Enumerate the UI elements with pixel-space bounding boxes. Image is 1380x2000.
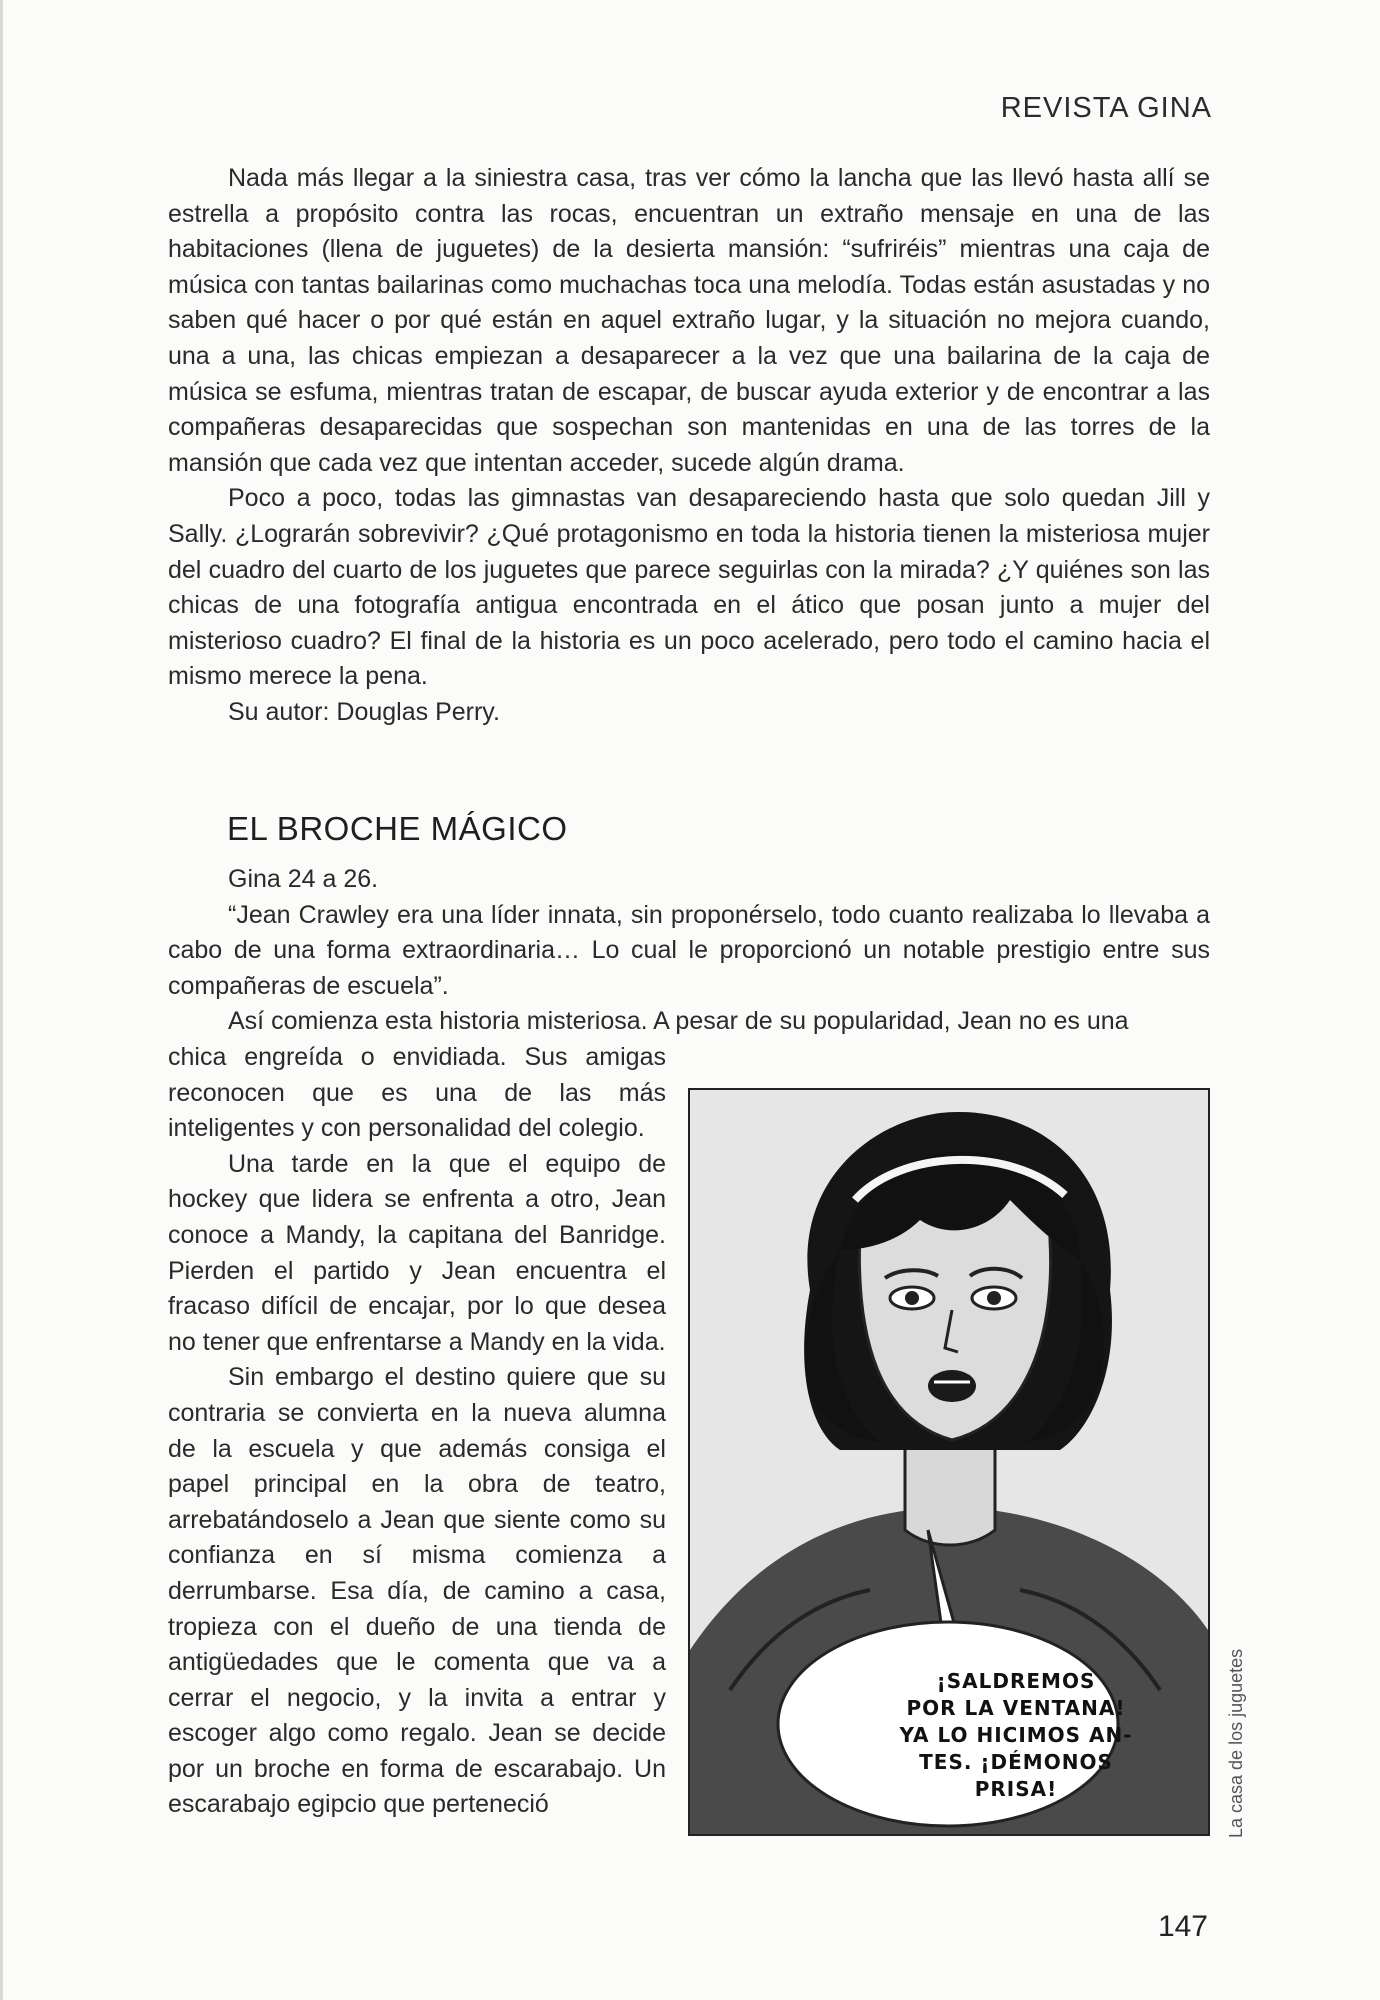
issues-line: Gina 24 a 26. bbox=[228, 865, 379, 893]
body-text-column bbox=[168, 1040, 666, 1823]
figure-caption: La casa de los juguetes bbox=[1226, 1648, 1246, 1838]
body-text-top bbox=[168, 161, 1210, 731]
running-head: REVISTA GINA bbox=[1000, 92, 1212, 124]
speech-line: ¡SALDREMOS bbox=[936, 1669, 1096, 1693]
comic-panel-illustration bbox=[688, 1088, 1210, 1836]
section-intro bbox=[168, 862, 1210, 1040]
paragraph: Nada más llegar a la siniestra casa, tras ver cómo la lancha que las llevó hasta allí se estrella a propósito contra las rocas, encuentran un extraño mensaje en una de las habitaciones (llena de juguetes) de la desierta mansión: “sufriréis” mientras una caja de música con tantas bailarinas como muchachas toca una melodía. Todas están asustadas y no saben qué hacer o por qué están en aquel extraño lugar, y la situación no mejora cuando, una a una, las chicas empiezan a desaparecer a la vez que una bailarina de la caja de música se esfuma, mientras tratan de escapar, de buscar ayuda exterior y de encontrar a las compañeras desaparecidas que sospechan son mantenidas en una de las torres de la mansión que cada vez que intentan acceder, sucede algún drama. bbox=[168, 164, 1210, 477]
paragraph: Sin embargo el destino quiere que su contraria se convierta en la nueva alumna de la escuela y que además consiga el papel principal en la obra de teatro, arrebatándoselo a Jean que siente como su confianza en sí misma comienza a derrumbarse. Esa día, de camino a casa, tropieza con el dueño de una tienda de antigüedades que le comenta que va a cerrar el negocio, y la invita a entrar y escoger algo como regalo. Jean se decide por un broche en forma de escarabajo. Un escarabajo egipcio que perteneció bbox=[168, 1363, 666, 1819]
quote-paragraph: “Jean Crawley era una líder innata, sin proponérselo, todo cuanto realizaba lo llevaba a cabo de una forma extraordinaria… Lo cual le proporcionó un notable prestigio entre sus compañeras de escuela”. bbox=[168, 900, 1210, 1000]
intro-line: Así comienza esta historia misteriosa. A pesar de su popularidad, Jean no es una bbox=[228, 1007, 1129, 1036]
speech-balloon-text bbox=[896, 1668, 1136, 1803]
speech-line: TES. ¡DÉMONOS bbox=[919, 1750, 1113, 1774]
speech-line: YA LO HICIMOS AN- bbox=[899, 1723, 1133, 1747]
paragraph: Su autor: Douglas Perry. bbox=[228, 697, 500, 726]
speech-line: POR LA VENTANA! bbox=[906, 1696, 1126, 1720]
paragraph: Una tarde en la que el equipo de hockey que lidera se enfrenta a otro, Jean conoce a Mandy, la capitana del Banridge. Pierden el partido y Jean encuentra el fracaso difícil de encajar, por lo que desea no tener que enfrentarse a Mandy en la vida. bbox=[168, 1149, 666, 1356]
page-number: 147 bbox=[1157, 1910, 1208, 1943]
speech-line: PRISA! bbox=[974, 1777, 1058, 1801]
paragraph: chica engreída o envidiada. Sus amigas reconocen que es una de las más inteligentes y con personalidad del colegio. bbox=[168, 1043, 666, 1143]
paragraph: Poco a poco, todas las gimnastas van desapareciendo hasta que solo quedan Jill y Sally. ¿Lograrán sobrevivir? ¿Qué protagonismo en toda la historia tienen la misteriosa mujer del cuadro del cuarto de los juguetes que parece seguirlas con la mirada? ¿Y quiénes son las chicas de una fotografía antigua encontrada en el ático que posan junto a mujer del misterioso cuadro? El final de la historia es un poco acelerado, pero todo el camino hacia el mismo merece la pena. bbox=[168, 484, 1210, 691]
section-title: EL BROCHE MÁGICO bbox=[227, 810, 568, 847]
